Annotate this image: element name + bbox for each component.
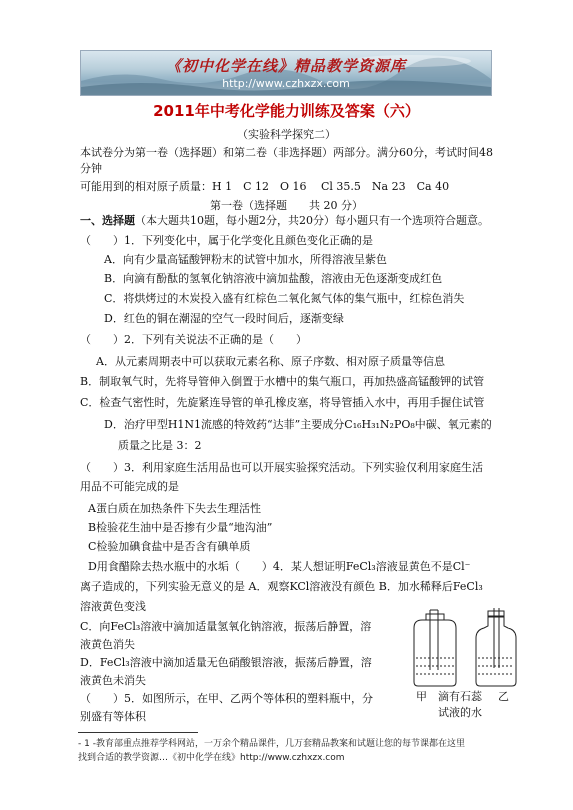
q1-option-c: C．将烘烤过的木炭投入盛有红棕色二氧化氮气体的集气瓶中，红棕色消失: [104, 292, 465, 305]
q1-option-b: B．向滴有酚酞的氢氧化钠溶液中滴加盐酸，溶液由无色逐渐变成红色: [104, 272, 443, 285]
q3-option-d-and-question-4: D用食醋除去热水瓶中的水垢（ ）4．某人想证明FeCl₃溶液显黄色不是Cl⁻: [88, 560, 471, 573]
q2-option-c: C．检查气密性时，先旋紧连导管的单孔橡皮塞，将导管插入水中，再用手握住试管: [80, 396, 485, 409]
section-heading: [80, 214, 489, 228]
intro-line-1: 本试卷分为第一卷（选择题）和第二卷（非选择题）两部分。满分60分，考试时间48: [80, 146, 493, 159]
atomic-masses: 可能用到的相对原子质量：H 1 C 12 O 16 Cl 35.5 Na 23 Ca 40: [80, 180, 450, 193]
section-instructions: （本大题共10题，每小题2分，共20分）每小题只有一个选项符合题意。: [135, 214, 489, 227]
question-5-line-1: （ ）5．如图所示，在甲、乙两个等体积的塑料瓶中，分: [80, 692, 373, 705]
section-label: 一、选择题: [80, 214, 135, 227]
figure-label-jia: 甲: [416, 690, 427, 703]
q4-option-c-line-2: 液黄色消失: [80, 638, 135, 651]
q2-option-b: B．制取氧气时，先将导管伸入倒置于水槽中的集气瓶口，再加热盛高锰酸钾的试管: [80, 375, 485, 388]
banner-title: 《初中化学在线》精品教学资源库: [165, 57, 406, 75]
figure-label-middle-1: 滴有石蕊: [438, 690, 482, 703]
bottle-jia: [414, 610, 456, 686]
figure-label-middle-2: 试液的水: [438, 706, 482, 719]
q2-option-d-line-1: D．治疗甲型H1N1流感的特效药“达菲”主要成分C₁₆H₃₁N₂PO₈中碳、氧元素的: [104, 418, 492, 431]
footer-line-1: - 1 -教育部重点推荐学科网站，一万余个精品课件，几万套精品教案和试题让您的每节课都在这里: [78, 739, 465, 749]
q1-option-a: A．向有少量高锰酸钾粉末的试管中加水，所得溶液呈紫色: [104, 253, 387, 266]
doc-title: 2011年中考化学能力训练及答案（六）: [153, 102, 420, 120]
q2-option-a: A．从元素周期表中可以获取元素名称、原子序数、相对原子质量等信息: [96, 355, 445, 368]
question-4-line-3: 溶液黄色变浅: [80, 600, 146, 613]
q2-option-d-line-2: 质量之比是 3：2: [118, 439, 202, 452]
q3-option-b: B检验花生油中是否掺有少量“地沟油”: [88, 521, 273, 534]
figure-label-yi: 乙: [498, 690, 509, 703]
question-5-line-2: 别盛有等体积: [80, 710, 146, 723]
banner-url[interactable]: http://www.czhxzx.com: [222, 77, 350, 90]
intro-line-2: 分钟: [80, 162, 102, 175]
q3-option-a: A蛋白质在加热条件下失去生理活性: [88, 502, 261, 515]
header-banner: [80, 50, 492, 96]
footer-divider: [78, 732, 198, 733]
question-3-line-1: （ ）3．利用家庭生活用品也可以开展实验探究活动。下列实验仅利用家庭生活: [80, 461, 483, 474]
bottle-yi: [476, 608, 516, 686]
q4-option-c-line-1: C．向FeCl₃溶液中滴加适量氢氧化钠溶液，振荡后静置，溶: [80, 620, 372, 633]
question-3-line-2: 用品不可能完成的是: [80, 480, 179, 493]
q4-option-d-line-2: 液黄色未消失: [80, 674, 146, 687]
question-1: （ ）1．下列变化中，属于化学变化且颜色变化正确的是: [80, 234, 373, 247]
part-one-heading: 第一卷（选择题 共 20 分）: [210, 199, 363, 212]
q1-option-d: D．红色的铜在潮湿的空气一段时间后，逐渐变绿: [104, 312, 344, 325]
two-bottles-figure: [400, 608, 530, 690]
q3-option-c: C检验加碘食盐中是否含有碘单质: [88, 540, 251, 553]
doc-subtitle: （实验科学探究二）: [237, 128, 336, 141]
question-4-line-2: 离子造成的，下列实验无意义的是 A．观察KCl溶液没有颜色 B．加水稀释后FeCl₃: [80, 580, 483, 593]
question-2: （ ）2．下列有关说法不正确的是（ ）: [80, 333, 307, 346]
q4-option-d-line-1: D．FeCl₃溶液中滴加适量无色硝酸银溶液，振荡后静置，溶: [80, 656, 372, 669]
footer-line-2: 找到合适的教学资源…《初中化学在线》http://www.czhxzx.com: [78, 753, 345, 763]
